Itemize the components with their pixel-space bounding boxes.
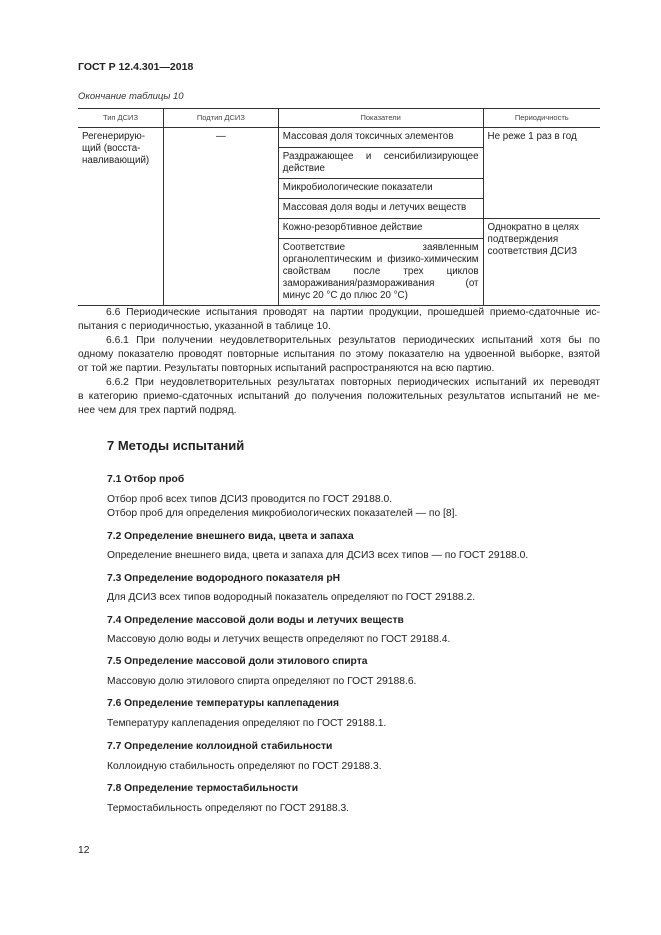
text-line: Отбор проб всех типов ДСИЗ проводится по ГОСТ 29188.0.	[107, 494, 393, 505]
column-header: Подтип ДСИЗ	[163, 109, 278, 128]
indicator-cell: Массовая доля воды и летучих веществ	[278, 199, 483, 219]
subsection-body	[107, 493, 457, 521]
table-caption: Окончание таблицы 10	[78, 91, 184, 102]
table-header-row	[78, 109, 600, 128]
periodicity-cell: Не реже 1 раз в год	[483, 128, 600, 219]
subsection-title: 7.8 Определение термостабильности	[107, 783, 299, 794]
subsection-title: 7.1 Отбор проб	[107, 474, 185, 485]
subsection-title: 7.4 Определение массовой доли воды и летучих веществ	[107, 615, 404, 626]
text-line: от той же партии. Результаты повторных испытаний распространяются на всю партию.	[78, 363, 495, 374]
text-line: в категорию приемо-сдаточных испытаний до получения положительных результатов испытаний не ме-	[78, 391, 600, 402]
subsection-body: Коллоидную стабильность определяют по ГОСТ 29188.3.	[107, 761, 382, 772]
periodicity-cell: Однократно в целях подтверждения соответствия ДСИЗ	[483, 219, 600, 306]
page-number: 12	[78, 845, 90, 856]
paragraph-6-6-1	[78, 334, 600, 376]
indicator-cell: Кожно-резорбтивное действие	[278, 219, 483, 239]
subsection-body: Массовую долю воды и летучих веществ определяют по ГОСТ 29188.4.	[107, 634, 451, 645]
periodic-tests-table	[78, 108, 600, 306]
subsection-title: 7.2 Определение внешнего вида, цвета и запаха	[107, 531, 354, 542]
text-line: нее чем для трех партий подряд.	[78, 405, 237, 416]
column-header: Показатели	[278, 109, 483, 128]
section-title: 7 Методы испытаний	[107, 438, 245, 453]
subsection-title: 7.6 Определение температуры каплепадения	[107, 698, 339, 709]
indicator-cell: Микробиологические показатели	[278, 179, 483, 199]
indicator-cell: Массовая доля токсичных элементов	[278, 128, 483, 148]
subsection-body: Определение внешнего вида, цвета и запаха для ДСИЗ всех типов — по ГОСТ 29188.0.	[107, 550, 529, 561]
paragraph-6-6-2	[78, 376, 600, 418]
text-line: 6.6 Периодические испытания проводят на партии продукции, прошедшей приемо-сдаточные ис-	[106, 307, 600, 318]
column-header: Периодичность	[483, 109, 600, 128]
text-line: 6.6.2 При неудовлетворительных результатах повторных периодических испытаний их переводят	[106, 377, 600, 388]
text-line: Отбор проб для определения микробиологических показателей — по [8].	[107, 508, 458, 519]
subsection-body: Массовую долю этилового спирта определяют по ГОСТ 29188.6.	[107, 676, 417, 687]
column-header: Тип ДСИЗ	[78, 109, 163, 128]
paragraph-6-6	[78, 306, 600, 334]
table-row	[78, 128, 600, 148]
subsection-body: Для ДСИЗ всех типов водородный показатель определяют по ГОСТ 29188.2.	[107, 592, 476, 603]
document-header: ГОСТ Р 12.4.301—2018	[78, 61, 194, 73]
text-line: одному показателю проводят повторные испытания по этому показателю на удвоенной выборке, взятой	[78, 349, 600, 360]
indicator-cell: Раздражающее и сенсибилизирующее действие	[278, 148, 483, 179]
indicator-cell: Соответствие заявленным органолептическим и физико-химическим свойствам после трех циклов замораживания/размораживания (от минус 20 °С до плюс 20 °С)	[278, 239, 483, 306]
text-line: 6.6.1 При получении неудовлетворительных результатов периодических испытаний хотя бы по	[106, 335, 600, 346]
subsection-title: 7.5 Определение массовой доли этилового спирта	[107, 656, 368, 667]
type-cell: Регенерирую- щий (восста- навливающий)	[78, 128, 163, 306]
text-line: пытания с периодичностью, указанной в таблице 10.	[78, 321, 331, 332]
subsection-title: 7.3 Определение водородного показателя рН	[107, 573, 341, 584]
subsection-body: Температуру каплепадения определяют по ГОСТ 29188.1.	[107, 718, 387, 729]
subsection-body: Термостабильность определяют по ГОСТ 29188.3.	[107, 803, 350, 814]
subsection-title: 7.7 Определение коллоидной стабильности	[107, 741, 333, 752]
subtype-cell: —	[163, 128, 278, 306]
